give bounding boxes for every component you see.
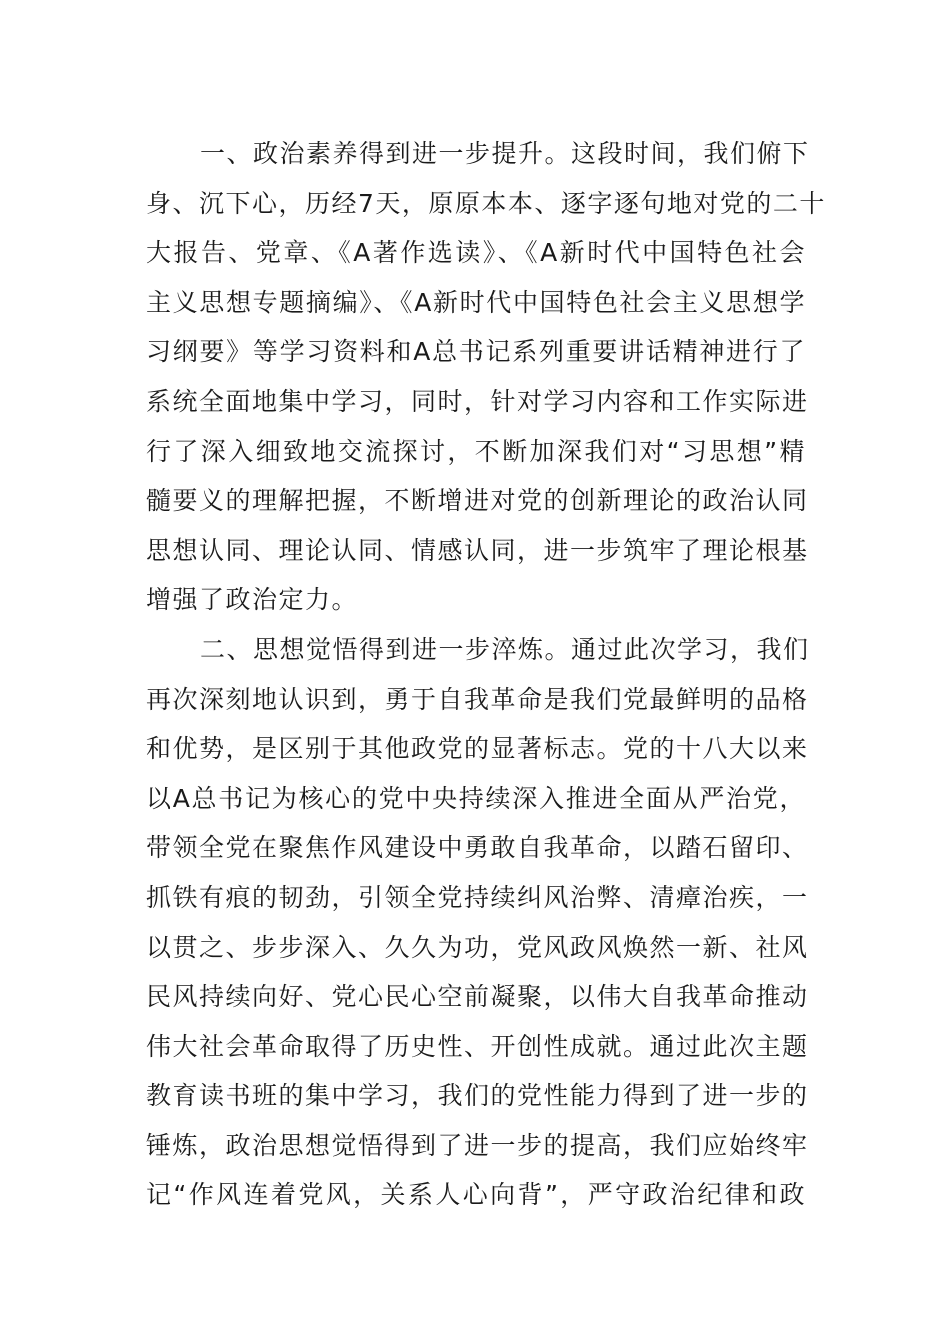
body-text <box>146 129 826 1220</box>
paragraph-2-line-5: 带领全党在聚焦作风建设中勇敢自我革命，以踏石留印、 <box>146 833 809 863</box>
paragraph-2-line-7: 以贯之、步步深入、久久为功，党风政风焕然一新、社风 <box>146 932 809 962</box>
paragraph-1-line-1: 一、政治素养得到进一步提升。这段时间，我们俯下 <box>200 139 810 168</box>
paragraph-1-line-3: 大报告、党章、《A著作选读》、《A新时代中国特色社会 <box>146 238 806 268</box>
paragraph-1-line-9: 思想认同、理论认同、情感认同，进一步筑牢了理论根基 <box>146 535 809 565</box>
paragraph-1-line-5: 习纲要》等学习资料和A总书记系列重要讲话精神进行了 <box>146 337 806 367</box>
paragraph-2-line-11: 锤炼，政治思想觉悟得到了进一步的提高，我们应始终牢 <box>146 1130 809 1160</box>
paragraph-2-line-8: 民风持续向好、党心民心空前凝聚，以伟大自我革命推动 <box>146 982 809 1012</box>
paragraph-2-line-9: 伟大社会革命取得了历史性、开创性成就。通过此次主题 <box>146 1031 809 1061</box>
paragraph-2-line-10: 教育读书班的集中学习，我们的党性能力得到了进一步的 <box>146 1081 809 1111</box>
paragraph-2-line-3: 和优势，是区别于其他政党的显著标志。党的十八大以来 <box>146 734 809 764</box>
paragraph-1-line-8: 髓要义的理解把握，不断增进对党的创新理论的政治认同 <box>146 486 809 516</box>
paragraph-1-line-2: 身、沉下心，历经7天，原原本本、逐字逐句地对党的二十 <box>146 188 826 218</box>
paragraph-2-line-1: 二、思想觉悟得到进一步淬炼。通过此次学习，我们 <box>200 634 810 664</box>
paragraph-1-line-4: 主义思想专题摘编》、《A新时代中国特色社会主义思想学 <box>146 287 806 317</box>
paragraph-2-line-12: 记“作风连着党风，关系人心向背”，严守政治纪律和政 <box>146 1180 806 1210</box>
paragraph-1-line-10: 增强了政治定力。 <box>146 585 359 615</box>
paragraph-2-line-6: 抓铁有痕的韧劲，引领全党持续纠风治弊、清瘴治疾，一 <box>146 882 809 912</box>
paragraph-2-line-4: 以A总书记为核心的党中央持续深入推进全面从严治党， <box>146 783 806 813</box>
paragraph-1-line-7: 行了深入细致地交流探讨，不断加深我们对“习思想”精 <box>146 436 806 466</box>
paragraph-2-line-2: 再次深刻地认识到，勇于自我革命是我们党最鲜明的品格 <box>146 684 809 714</box>
paragraph-1-line-6: 系统全面地集中学习，同时，针对学习内容和工作实际进 <box>146 386 809 416</box>
